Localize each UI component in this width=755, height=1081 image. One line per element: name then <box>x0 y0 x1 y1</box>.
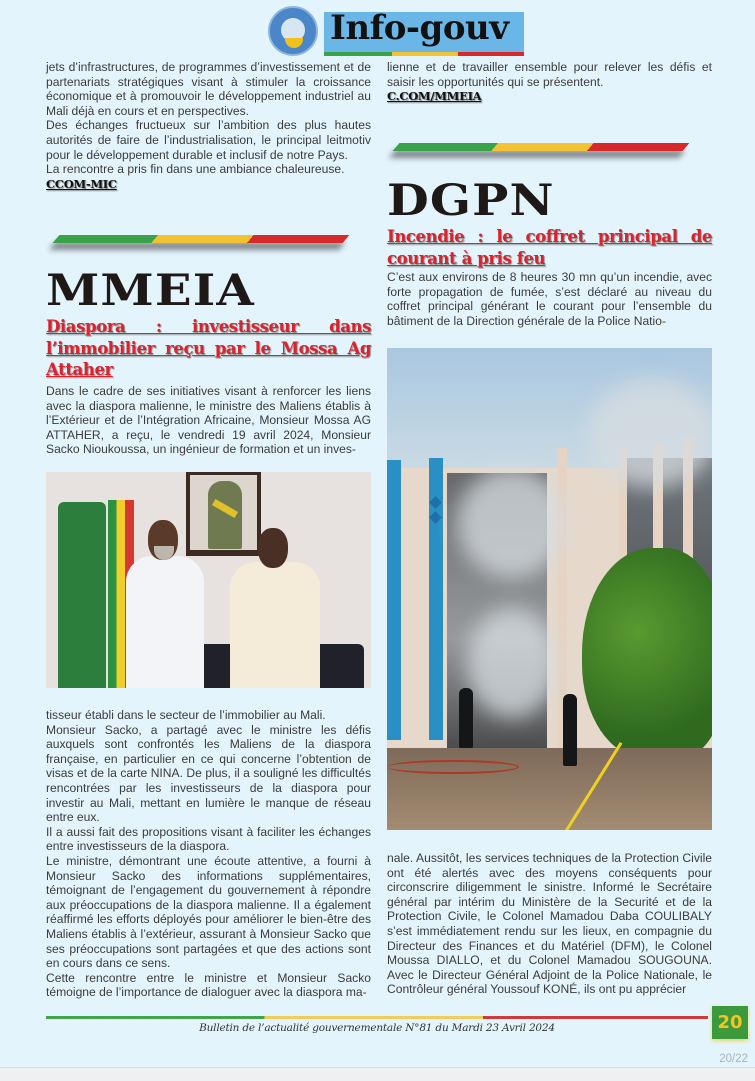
smoke-cloud <box>587 378 712 488</box>
smoke-cloud <box>457 468 567 578</box>
paragraph: tisseur établi dans le secteur de l’immobilier au Mali. <box>46 708 326 722</box>
title-flag-stripe <box>324 52 524 56</box>
flag-stripe-divider <box>393 143 690 151</box>
blue-column <box>387 460 401 740</box>
seal-gold-band <box>285 38 303 48</box>
person-right <box>216 528 326 688</box>
masthead <box>268 4 530 56</box>
paragraph: Le ministre, démontrant une écoute attentive, a fourni à Monsieur Sacko des informations supplémentaires, témoignant de l’engagement du gouvernement à répondre aux préoccupations de la diaspora malienne. Il a également réaffirmé les efforts déployés pour améliorer le bien-être des Maliens établis à l’extérieur, assurant à Monsieur Sacko que ses préoccupations sont partagées et que des actions sont en cours dans ce sens. <box>46 853 371 971</box>
paragraph: La rencontre a pris fin dans une ambiance chaleureuse. <box>46 162 345 177</box>
smoke-cloud <box>467 608 557 718</box>
fire-hose <box>387 760 519 774</box>
signature-ccom-mmeia: C.COM/MMEIA <box>387 89 482 104</box>
lead-paragraph-dgpn <box>387 270 712 328</box>
right-continuation-text <box>387 60 712 104</box>
paragraph: nale. Aussitôt, les services techniques de la Protection Civile ont été alertés avec des moyens conséquents pour circonscrire diligemment le sinistre. Informé le Secrétaire général par intérim du Ministère de la Securité et de la Protection Civile, le Colonel Mamadou Daba COULIBALY s’est immédiatement rendu sur les lieux, en compagnie du Directeur des Finances et du Matériel (DFM), le Colonel Moussa DIALLO, et du Colonel Mamadou SOUGOUNA. Avec le Directeur Général Adjoint de la Police Nationale, le Contrôleur général Youssouf KONÉ, ils ont pu apprécier <box>387 851 712 997</box>
signature-ccom-mic: CCOM-MIC <box>46 176 117 191</box>
body-text-mmeia <box>46 708 371 1000</box>
page-number-badge: 20 <box>712 1006 748 1039</box>
left-intro-text <box>46 60 371 191</box>
paragraph: Des échanges fructueux sur l’ambition des plus hautes autorités de faire de l’industrialisation, le principal leitmotiv pour le développement durable et inclusif de notre Pays. <box>46 118 371 162</box>
body-text-dgpn <box>387 851 712 997</box>
section-title-dgpn: DGPN <box>387 176 555 226</box>
publication-title: Info-gouv <box>330 8 509 48</box>
mali-government-seal-icon <box>268 6 318 56</box>
flag-stripe-divider <box>53 235 350 243</box>
police-officer <box>563 694 577 766</box>
section-title-mmeia: MMEIA <box>46 266 255 316</box>
bulletin-footer: Bulletin de l’actualité gouvernementale N°81 du Mardi 23 Avril 2024 <box>199 1022 555 1034</box>
person-left <box>126 520 218 688</box>
paragraph: Il a aussi fait des propositions visant à faciliter les échanges entre investisseurs de la diaspora. <box>46 824 371 854</box>
firefighter <box>459 688 473 748</box>
paragraph: Monsieur Sacko, a partagé avec le ministre les défis auxquels sont confrontés les Maliens de la diaspora française, en particulier en ce qui concerne l’obtention de visas et de la carte NINA. De plus, il a souligné les difficultés rencontrées par les investisseurs de la diaspora pour investir au Mali, mettant en lumière le manque de réseau entre eux. <box>46 722 371 825</box>
viewer-bottom-bar <box>0 1067 755 1081</box>
paragraph: Cette rencontre entre le ministre et Monsieur Sacko témoigne de l’importance de dialoguer avec la diaspora ma- <box>46 970 371 1000</box>
paragraph: lienne et de travailler ensemble pour relever les défis et saisir les opportunités qui se présentent. <box>387 60 712 89</box>
page-counter: 20/22 <box>719 1053 748 1065</box>
paragraph: Dans le cadre de ses initiatives visant à renforcer les liens avec la diaspora malienne, le ministre des Maliens établis à l’Extérieur et de l’Intégration Africaine, Monsieur Mossa AG ATTAHER, a reçu, le vendredi 19 avril 2024, Monsieur Sacko Nioukoussa, un ingénieur de formation et un inves- <box>46 384 371 457</box>
meeting-photo-handshake <box>46 472 371 688</box>
building-fire-smoke-photo <box>387 348 712 830</box>
paragraph: C’est aux environs de 8 heures 30 mn qu’un incendie, avec forte propagation de fumée, s’est déclaré au niveau du coffret principal générant le courant pour l’ensemble du bâtiment de la Direction générale de la Police Natio- <box>387 270 712 328</box>
paragraph: jets d’infrastructures, de programmes d’investissement et de partenariats stratégiques visant à stimuler la croissance économique et à promouvoir le développement industriel au Mali déjà en cours et en perspectives. <box>46 60 371 118</box>
headline-diaspora[interactable]: Diaspora : investisseur dans l’immobilier reçu par le Mossa Ag Attaher <box>46 317 371 379</box>
african-union-flag <box>58 502 106 688</box>
lead-paragraph-mmeia <box>46 384 371 457</box>
footer-flag-line <box>46 1016 708 1019</box>
tree <box>582 548 712 758</box>
headline-incendie[interactable]: Incendie : le coffret principal de courant à pris feu <box>387 227 712 268</box>
